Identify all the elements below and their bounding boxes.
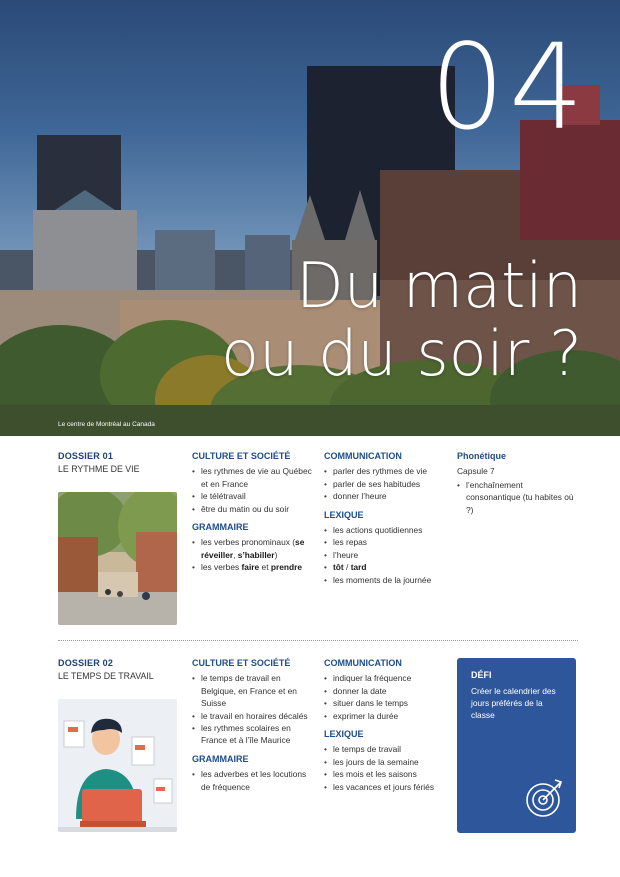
cover-photo (0, 0, 620, 436)
list-item: • les rythmes scolaires en France et à l’île Maurice (192, 722, 314, 747)
list-item: • le temps de travail (324, 743, 450, 755)
dotted-divider (58, 640, 578, 641)
unit-title (221, 249, 582, 390)
section-heading: LEXIQUE (324, 729, 364, 740)
dossier-02-heading (58, 657, 178, 683)
section-heading: CULTURE ET SOCIÉTÉ (192, 658, 291, 668)
unit-title-line-2: ou du soir ? (221, 317, 582, 390)
photo-caption: Le centre de Montréal au Canada (58, 421, 155, 428)
list-item: • exprimer la durée (324, 710, 450, 722)
list-item: • les verbes faire et prendre (192, 561, 314, 573)
list-item: • les jours de la semaine (324, 756, 450, 768)
section-heading: LEXIQUE (324, 509, 364, 520)
dossier-name: LE TEMPS DE TRAVAIL (58, 671, 154, 682)
list-item: • les verbes pronominaux (se réveiller, s’habiller) (192, 536, 314, 561)
unit-number: 04 (429, 18, 588, 156)
list-item: • donner la date (324, 685, 450, 697)
section-heading: COMMUNICATION (324, 451, 402, 461)
dossier-number: DOSSIER 01 (58, 451, 114, 461)
list-item: • les actions quotidiennes (324, 524, 450, 536)
list-item: • les vacances et jours fériés (324, 781, 450, 793)
phonetique-column (457, 450, 577, 516)
worker-illustration (58, 699, 177, 832)
list-item: • le temps de travail en Belgique, en France et en Suisse (192, 672, 314, 709)
list-item: • tôt / tard (324, 561, 450, 573)
list-item: • les adverbes et les locutions de fréquence (192, 768, 314, 793)
culture-column (192, 450, 314, 574)
section-heading: GRAMMAIRE (192, 522, 249, 533)
list-item: • être du matin ou du soir (192, 503, 314, 515)
capsule-label: Capsule 7 (457, 466, 495, 477)
dossier-01-heading (58, 450, 178, 476)
unit-title-line-1: Du matin (296, 249, 582, 322)
list-item: • le travail en horaires décalés (192, 710, 314, 722)
culture-column (192, 657, 314, 793)
list-item: • les rythmes de vie au Québec et en France (192, 465, 314, 490)
list-item: • parler des rythmes de vie (324, 465, 450, 477)
dossier-01 (58, 450, 578, 630)
dossier-number: DOSSIER 02 (58, 658, 114, 668)
list-item: • indiquer la fréquence (324, 672, 450, 684)
list-item: • le télétravail (192, 490, 314, 502)
street-photo (58, 492, 177, 625)
communication-column (324, 657, 450, 793)
list-item: • donner l’heure (324, 490, 450, 502)
communication-column (324, 450, 450, 586)
section-heading: Phonétique (457, 451, 506, 461)
list-item: • les moments de la journée (324, 574, 450, 586)
list-item: • les repas (324, 536, 450, 548)
defi-box (457, 658, 576, 833)
list-item: • situer dans le temps (324, 697, 450, 709)
defi-text: Créer le calendrier des jours préférés de la classe (471, 686, 556, 721)
list-item: • les mois et les saisons (324, 768, 450, 780)
list-item: • l’enchaînement consonantique (tu habites où ?) (457, 479, 577, 516)
list-item: • l’heure (324, 549, 450, 561)
list-item: • parler de ses habitudes (324, 478, 450, 490)
dossier-name: LE RYTHME DE VIE (58, 464, 140, 475)
section-heading: COMMUNICATION (324, 658, 402, 668)
target-icon (523, 776, 567, 820)
section-heading: CULTURE ET SOCIÉTÉ (192, 451, 291, 461)
section-heading: GRAMMAIRE (192, 753, 249, 764)
defi-heading: DÉFI (471, 670, 492, 680)
